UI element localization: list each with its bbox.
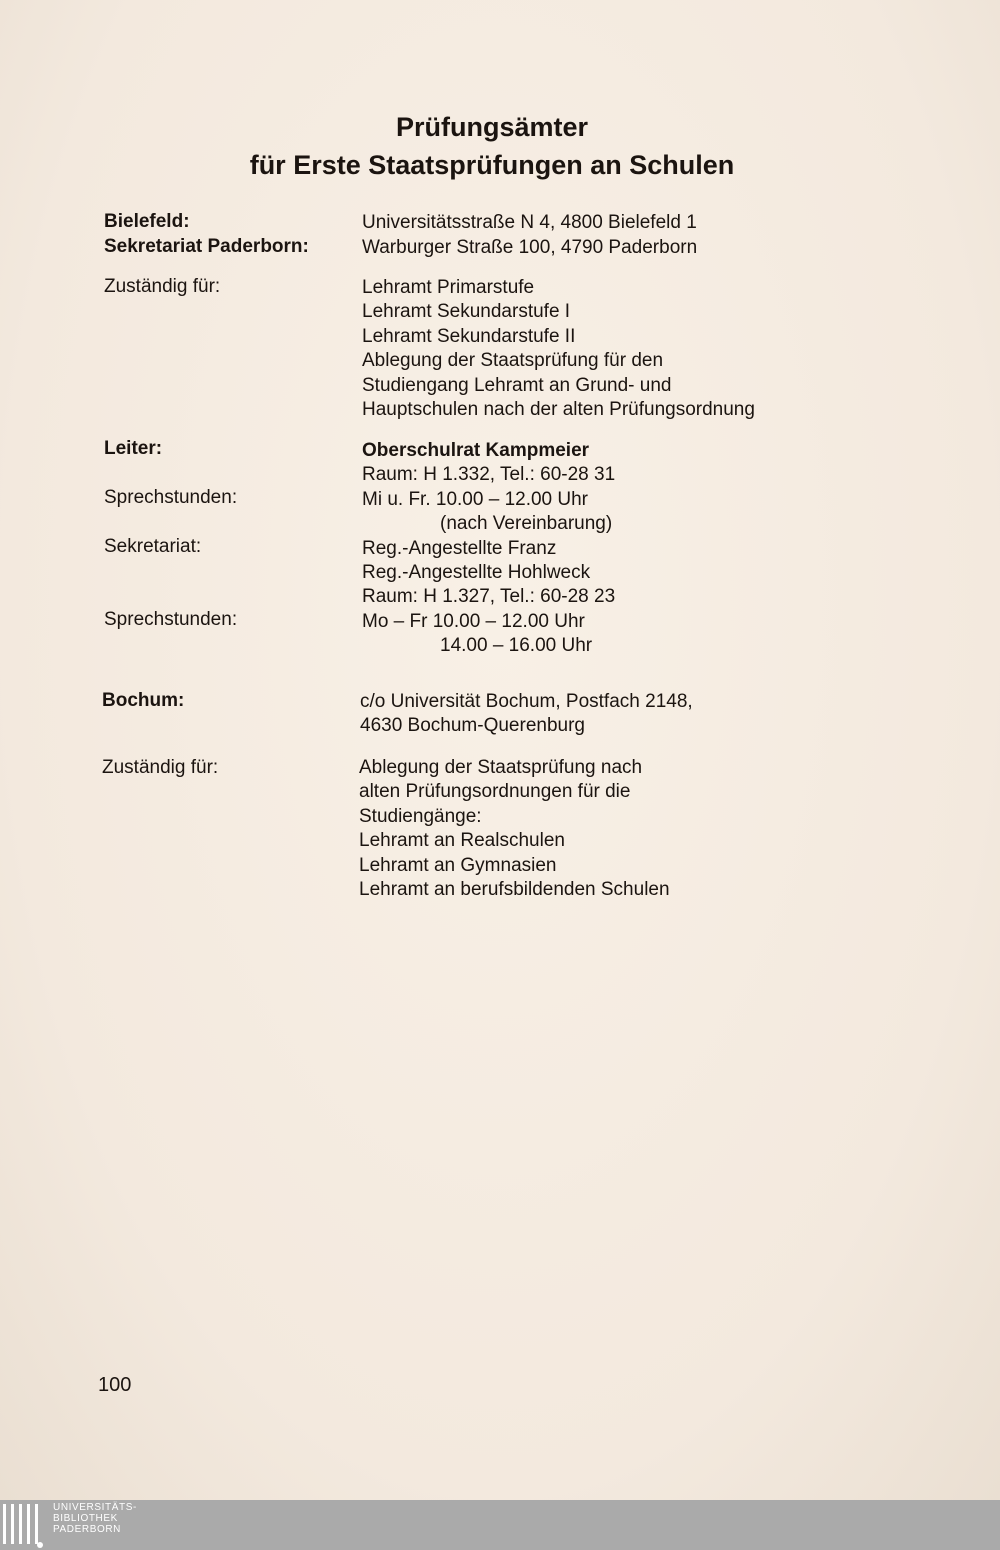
sekretariat-sprechstunden: Mo – Fr 10.00 – 12.00 Uhr — [362, 610, 585, 632]
bochum-address — [360, 690, 693, 739]
leiter-block — [362, 439, 615, 659]
library-footer — [0, 1500, 1000, 1550]
sekretariat-staff-2: Reg.-Angestellte Hohlweck — [362, 562, 591, 584]
list-item: Lehramt Sekundarstufe I — [362, 301, 571, 323]
label-sprechstunden-leiter: Sprechstunden: — [104, 487, 238, 508]
page-title — [0, 108, 984, 184]
list-item: Lehramt Primarstufe — [362, 277, 535, 298]
list-item: Ablegung der Staatsprüfung für den — [362, 350, 664, 372]
library-logo-text — [53, 1502, 137, 1535]
label-zustaendig-bochum: Zuständig für: — [102, 757, 219, 778]
sekretariat-raum: Raum: H 1.327, Tel.: 60-28 23 — [362, 586, 616, 608]
sekretariat-staff-1: Reg.-Angestellte Franz — [362, 537, 557, 559]
label-sekretariat: Sekretariat: — [104, 536, 202, 557]
leiter-name: Oberschulrat Kampmeier — [362, 440, 590, 461]
label-sprechstunden-sekretariat: Sprechstunden: — [104, 609, 238, 630]
bochum-address-line-2: 4630 Bochum-Querenburg — [360, 715, 585, 737]
logo-dot — [37, 1542, 43, 1548]
label-leiter: Leiter: — [104, 438, 163, 459]
list-item: alten Prüfungsordnungen für die — [359, 781, 631, 803]
label-zustaendig-bielefeld: Zuständig für: — [104, 276, 221, 297]
title-line-1: Prüfungsämter — [395, 112, 589, 142]
list-item: Studiengang Lehramt an Grund- und — [362, 374, 672, 396]
list-item: Lehramt Sekundarstufe II — [362, 325, 576, 347]
list-item: Hauptschulen nach der alten Prüfungsordnung — [362, 399, 755, 421]
logo-line-2: BIBLIOTHEK — [53, 1513, 118, 1524]
zustaendig-bochum-list — [359, 756, 670, 902]
bochum-address-line-1: c/o Universität Bochum, Postfach 2148, — [360, 691, 693, 712]
leiter-raum: Raum: H 1.332, Tel.: 60-28 31 — [362, 464, 616, 486]
list-item: Lehramt an Realschulen — [359, 830, 565, 852]
label-bielefeld: Bielefeld: — [104, 211, 190, 232]
page-number: 100 — [98, 1374, 132, 1396]
list-item: Lehramt an Gymnasien — [359, 854, 557, 876]
leiter-sprechstunden: Mi u. Fr. 10.00 – 12.00 Uhr — [362, 488, 589, 510]
logo-line-3: PADERBORN — [53, 1524, 122, 1535]
zustaendig-bielefeld-list — [362, 276, 755, 422]
sekretariat-paderborn-address: Warburger Straße 100, 4790 Paderborn — [362, 237, 698, 258]
title-line-2: für Erste Staatsprüfungen an Schulen — [249, 150, 735, 180]
list-item: Studiengänge: — [359, 805, 482, 827]
bielefeld-address: Universitätsstraße N 4, 4800 Bielefeld 1 — [362, 212, 697, 233]
label-bochum: Bochum: — [102, 690, 185, 711]
logo-line-1: UNIVERSITÄTS- — [53, 1502, 137, 1513]
sekretariat-sprechstunden-2: 14.00 – 16.00 Uhr — [440, 635, 593, 657]
leiter-sprechstunden-note: (nach Vereinbarung) — [440, 513, 613, 535]
list-item: Ablegung der Staatsprüfung nach — [359, 757, 643, 778]
label-sekretariat-paderborn: Sekretariat Paderborn: — [104, 236, 309, 257]
list-item: Lehramt an berufsbildenden Schulen — [359, 879, 670, 901]
